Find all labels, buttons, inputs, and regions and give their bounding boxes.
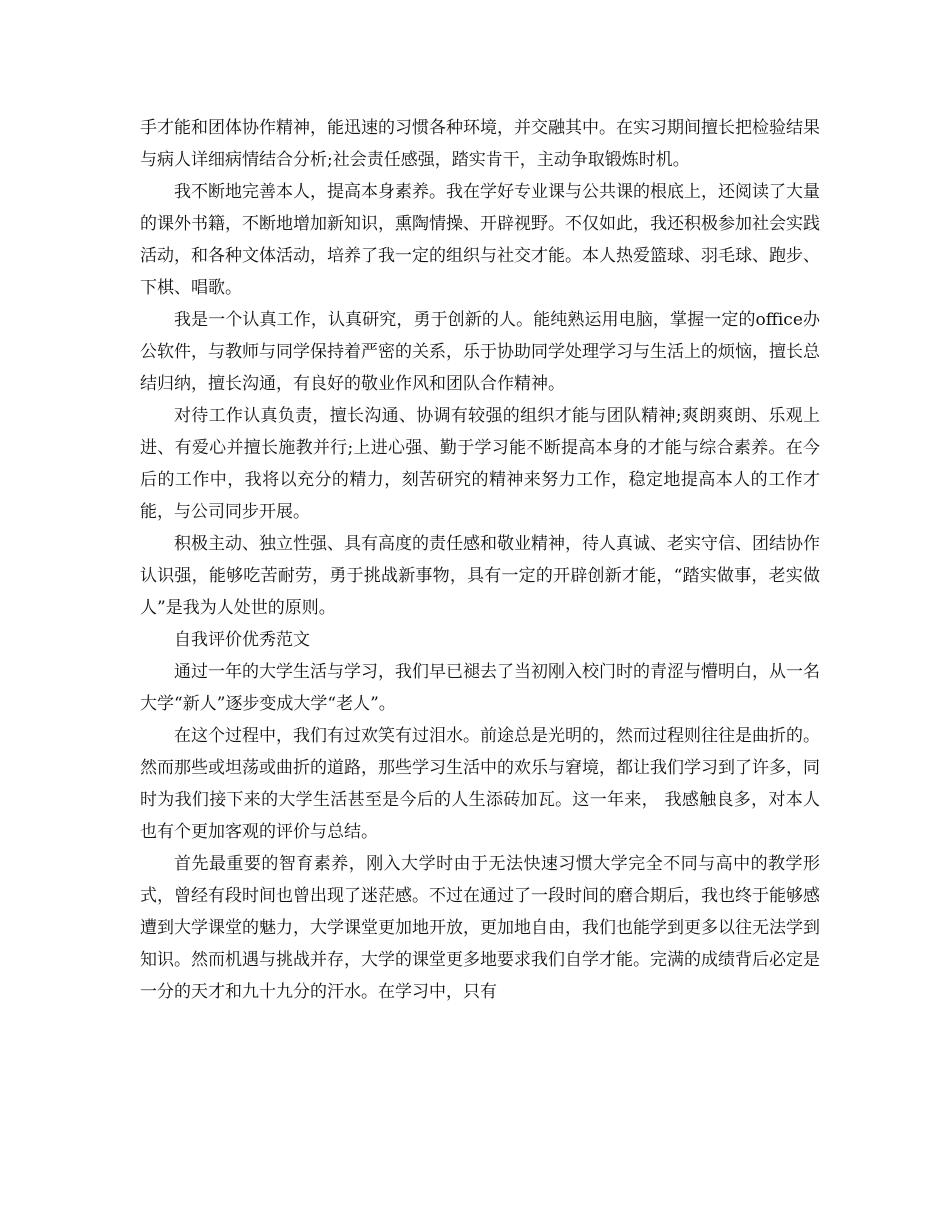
paragraph-2: 我不断地完善本人，提高本身素养。我在学好专业课与公共课的根底上，还阅读了大量的课外书籍，不断地增加新知识，熏陶情操、开辟视野。不仅如此，我还积极参加社会实践活动，和各种文体活动，培养了我一定的组织与社交才能。本人热爱篮球、羽毛球、跑步、下棋、唱歌。	[140, 182, 820, 298]
section-heading: 自我评价优秀范文	[174, 630, 310, 650]
paragraph-8: 首先最重要的智育素养，刚入大学时由于无法快速习惯大学完全不同与高中的教学形式，曾经有段时间也曾出现了迷茫感。不过在通过了一段时间的磨合期后，我也终于能够感遭到大学课堂的魅力，大学课堂更加地开放，更加地自由，我们也能学到更多以往无法学到知识。然而机遇与挑战并存，大学的课堂更多地要求我们自学才能。完满的成绩背后必定是一分的天才和九十九分的汗水。在学习中，只有	[140, 854, 820, 1002]
paragraph-4: 对待工作认真负责，擅长沟通、协调有较强的组织才能与团队精神;爽朗爽朗、乐观上进、有爱心并擅长施教并行;上进心强、勤于学习能不断提高本身的才能与综合素养。在今后的工作中，我将以充分的精力，刻苦研究的精神来努力工作，稳定地提高本人的工作才能，与公司同步开展。	[140, 406, 820, 522]
paragraph-3: 我是一个认真工作，认真研究，勇于创新的人。能纯熟运用电脑，掌握一定的office办公软件，与教师与同学保持着严密的关系，乐于协助同学处理学习与生活上的烦恼，擅长总结归纳，擅长沟通，有良好的敬业作风和团队合作精神。	[140, 310, 820, 394]
paragraph-6: 通过一年的大学生活与学习，我们早已褪去了当初刚入校门时的青涩与懵明白，从一名大学“新人”逐步变成大学“老人”。	[140, 662, 820, 714]
paragraph-7: 在这个过程中，我们有过欢笑有过泪水。前途总是光明的，然而过程则往往是曲折的。然而那些或坦荡或曲折的道路，那些学习生活中的欢乐与窘境，都让我们学习到了许多，同时为我们接下来的大学生活甚至是今后的人生添砖加瓦。这一年来， 我感触良多，对本人也有个更加客观的评价与总结。	[140, 726, 820, 842]
paragraph-5: 积极主动、独立性强、具有高度的责任感和敬业精神，待人真诚、老实守信、团结协作认识强，能够吃苦耐劳，勇于挑战新事物，具有一定的开辟创新才能，“踏实做事，老实做人”是我为人处世的原则。	[140, 534, 820, 618]
document-body	[140, 112, 820, 1008]
paragraph-1: 手才能和团体协作精神，能迅速的习惯各种环境，并交融其中。在实习期间擅长把检验结果与病人详细病情结合分析;社会责任感强，踏实肯干，主动争取锻炼时机。	[140, 118, 820, 170]
